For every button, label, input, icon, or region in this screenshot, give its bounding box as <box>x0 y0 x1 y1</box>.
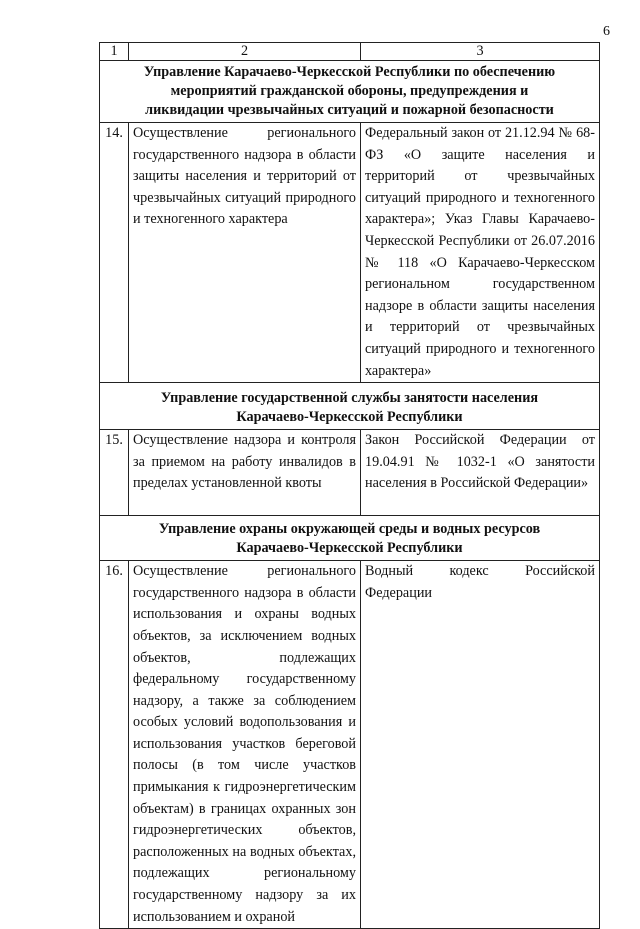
section-heading-row <box>100 516 600 561</box>
section-heading <box>100 383 600 430</box>
section-heading-row <box>100 383 600 430</box>
row-number: 15. <box>100 430 129 516</box>
section-heading <box>100 516 600 561</box>
section-heading-line: Карачаево-Черкесской Республики <box>236 540 463 557</box>
section-heading-line: Управление государственной службы занятости населения <box>160 390 539 407</box>
table-row <box>100 430 600 516</box>
table-row <box>100 561 600 929</box>
column-number-2: 2 <box>129 43 361 61</box>
column-numbers-row <box>100 43 600 61</box>
table-row <box>100 123 600 383</box>
section-heading-line: ликвидации чрезвычайных ситуаций и пожарной безопасности <box>145 102 554 118</box>
row-number: 16. <box>100 561 129 929</box>
row-number: 14. <box>100 123 129 383</box>
page-number: 6 <box>603 24 610 39</box>
column-number-1: 1 <box>100 43 129 61</box>
section-heading-line: Карачаево-Черкесской Республики <box>236 409 463 426</box>
section-heading-line: мероприятий гражданской обороны, предупреждения и <box>170 83 529 99</box>
column-number-3: 3 <box>361 43 600 61</box>
legal-basis-text: Водный кодекс Российской Федерации <box>361 561 600 929</box>
function-text: Осуществление регионального государственного надзора в области использования и охраны водных объектов, за исключением водных объектов, подлежащих федеральному государственному надзору, а также за соблюдением особых условий водопользования и использования участков береговой полосы (в том числе участков примыкания к гидроэнергетическим объектам) в границах охранных зон гидроэнергетических объектов, расположенных на водных объектах, подлежащих региональному государственному надзору за их использованием и охраной <box>129 561 361 929</box>
section-heading-row <box>100 61 600 123</box>
section-heading <box>100 61 600 123</box>
section-heading-line: Управление Карачаево-Черкесской Республики по обеспечению <box>143 64 556 80</box>
functions-table <box>99 42 600 929</box>
function-text: Осуществление регионального государственного надзора в области защиты населения и территорий от чрезвычайных ситуаций природного и техногенного характера <box>129 123 361 383</box>
legal-basis-text: Закон Российской Федерации от 19.04.91 № 1032-1 «О занятости населения в Российской Федерации» <box>361 430 600 516</box>
section-heading-line: Управление охраны окружающей среды и водных ресурсов <box>158 521 541 538</box>
legal-basis-text: Федеральный закон от 21.12.94 № 68-ФЗ «О защите населения и территорий от чрезвычайных ситуаций природного и техногенного характера»; Указ Главы Карачаево-Черкесской Республики от 26.07.2016 № 118 «О Карачаево-Черкесском региональном государственном надзоре в области защиты населения и территорий от чрезвычайных ситуаций природного и техногенного характера» <box>361 123 600 383</box>
function-text: Осуществление надзора и контроля за приемом на работу инвалидов в пределах установленной квоты <box>129 430 361 516</box>
